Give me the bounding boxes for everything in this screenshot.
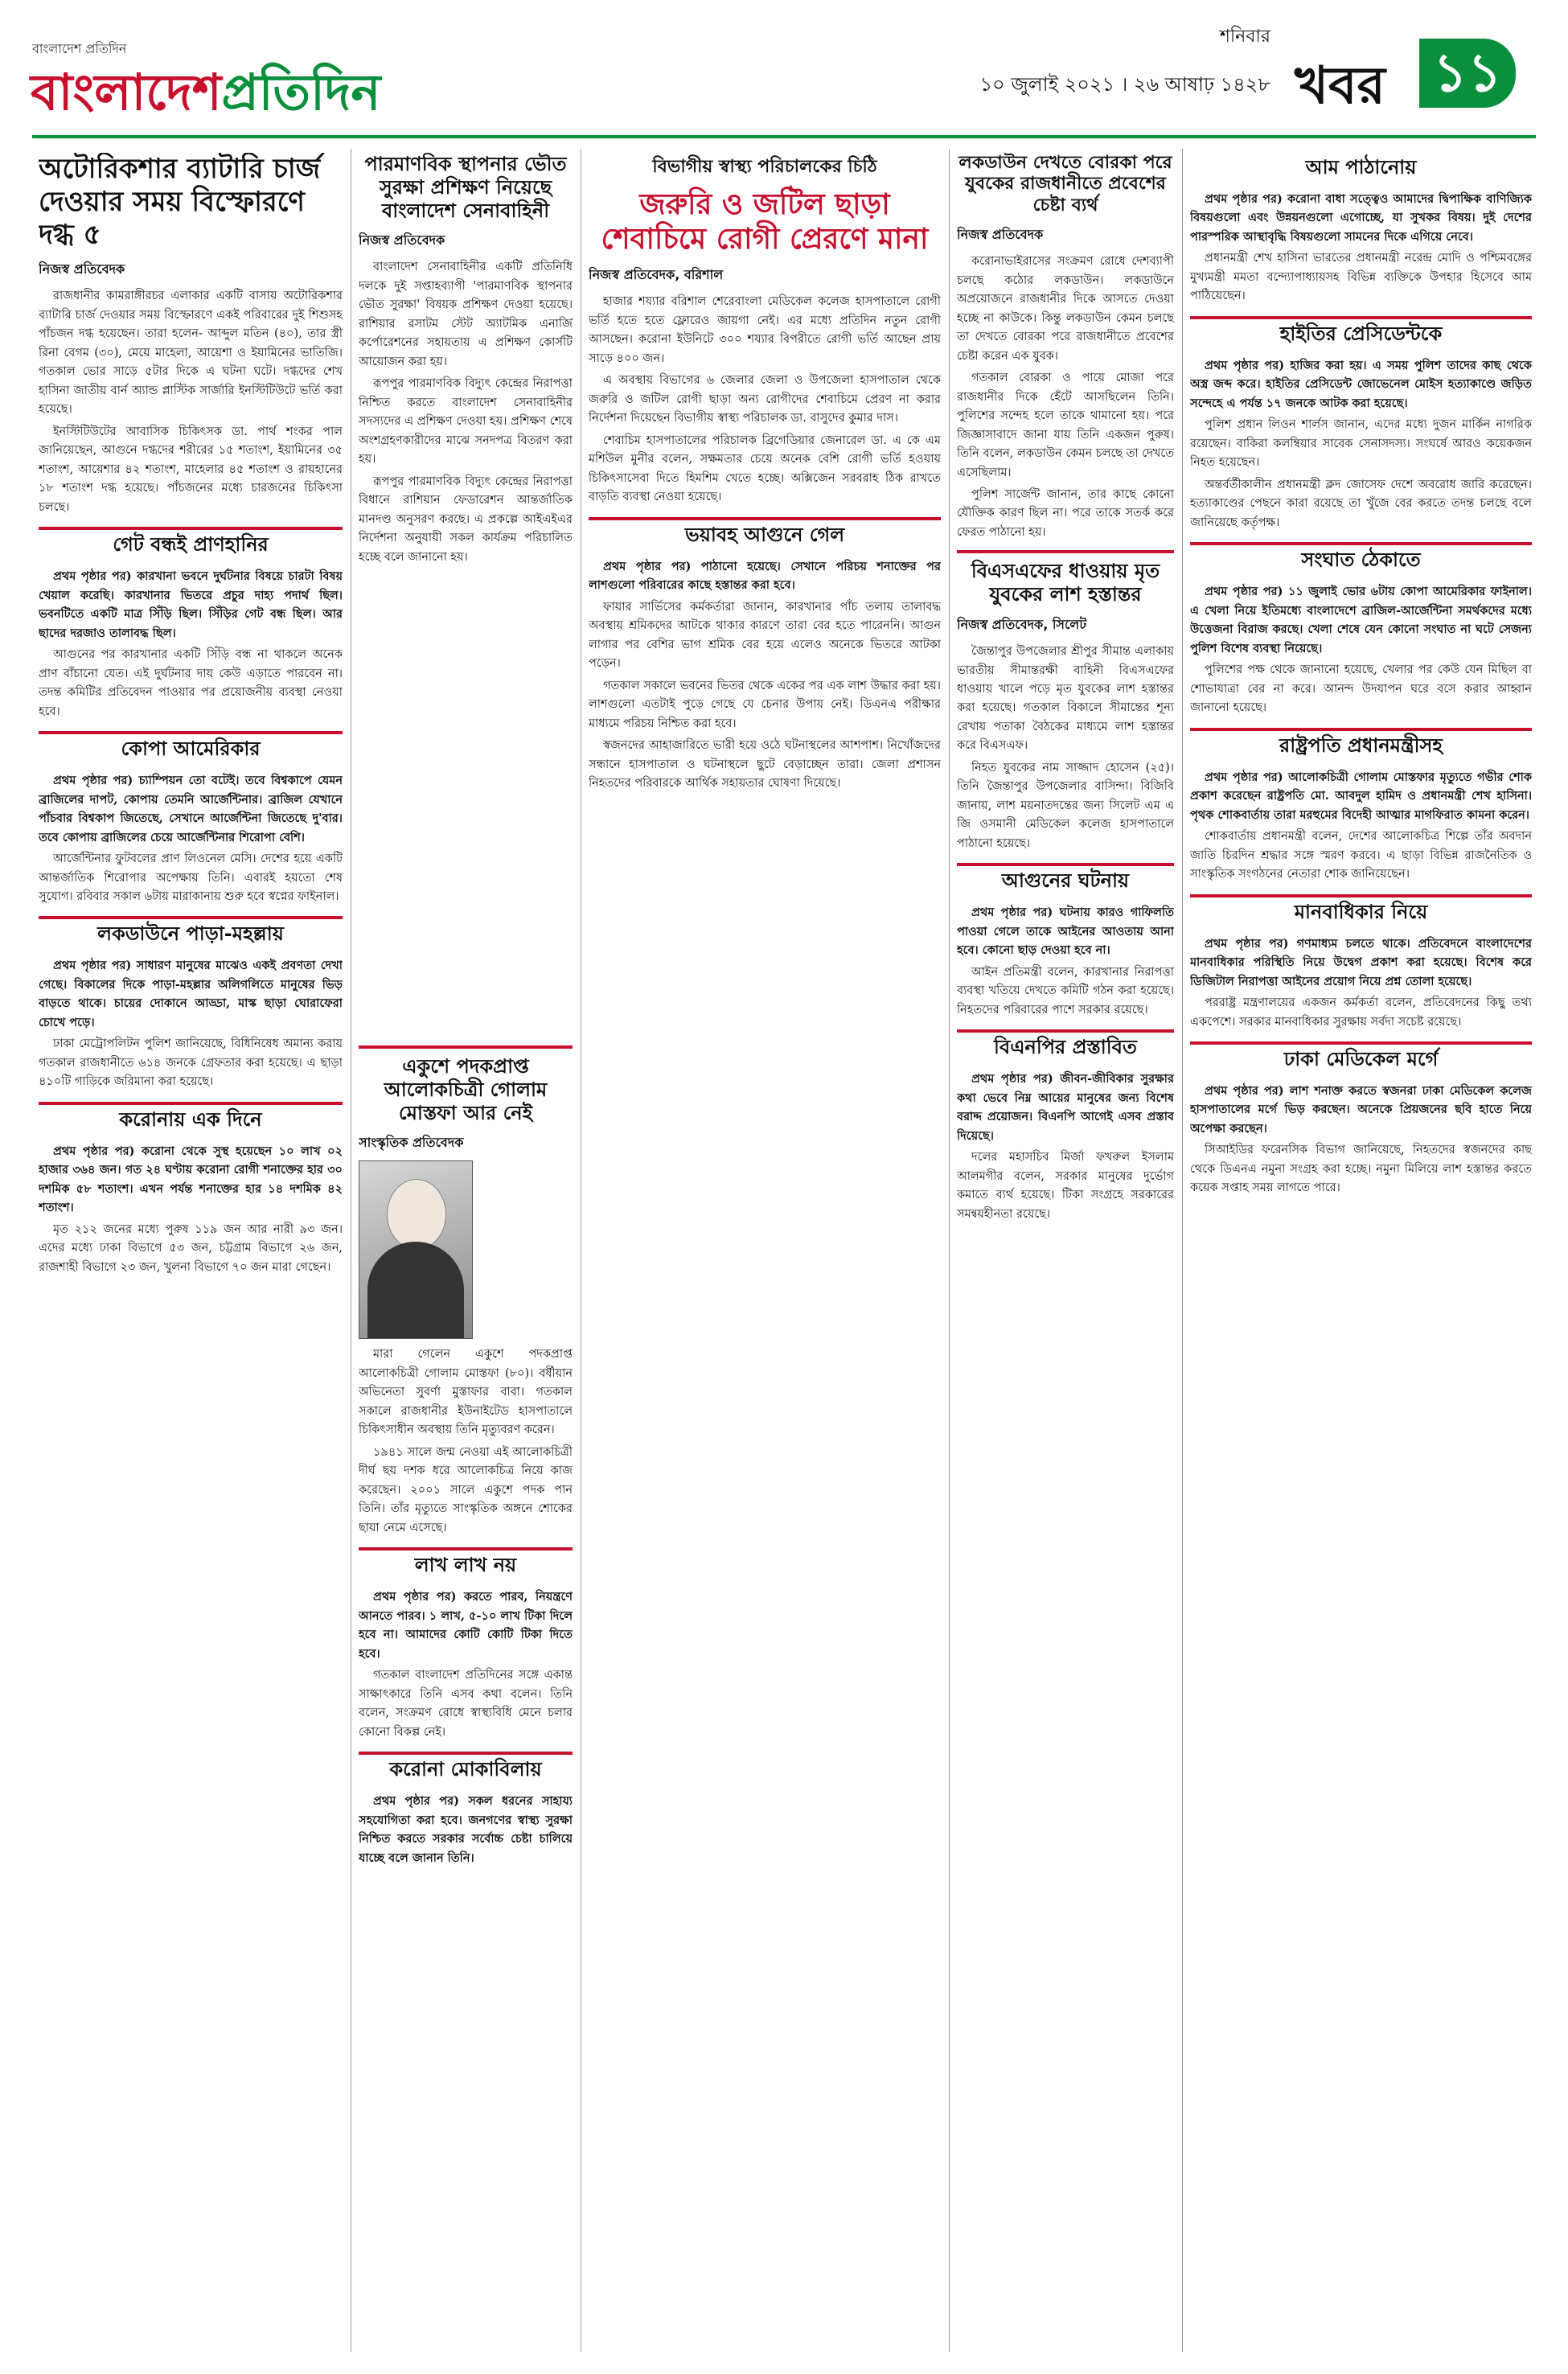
continuation-body [957, 1070, 1174, 1224]
story-byline: সাংস্কৃতিক প্রতিবেদক [359, 1135, 464, 1151]
story-headline[interactable]: লকডাউন দেখতে বোরকা পরে যুবকের রাজধানীতে প্রবেশের চেষ্টা ব্যর্থ [958, 153, 1172, 216]
continuation-body [589, 557, 941, 794]
continuation-heading[interactable]: মানবাধিকার নিয়ে [1190, 894, 1532, 930]
continuation-heading[interactable]: আগুনের ঘটনায় [957, 863, 1174, 898]
paragraph: প্রথম পৃষ্ঠার পর) করোনা বাধা সত্ত্বেও আমাদের দ্বিপাক্ষিক বাণিজ্যিক বিষয়গুলো এবং উন্নয়নগুলো এগোচ্ছে, যা সুখকর বিষয়। দুই দেশের পারস্পরিক আস্থাবৃদ্ধি বিষয়গুলো সামনের দিকে এগিয়ে নেবে। [1190, 192, 1532, 244]
story-body [39, 287, 343, 517]
story-body [589, 293, 941, 507]
paragraph: গতকাল বোরকা ও পায়ে মোজা পরে রাজধানীর দিকে হেঁটে আসছিলেন তিনি। পুলিশের সন্দেহ হলে তাকে থামানো হয়। পরে জিজ্ঞাসাবাদে জানা যায় তিনি একজন পুরুষ। তিনি বলেন, লকডাউন কেমন চলছে তা দেখতে এসেছিলাম। [957, 372, 1174, 479]
continuation-heading[interactable]: সংঘাত ঠেকাতে [1190, 542, 1532, 577]
continuation-body [1190, 356, 1532, 532]
continuation-heading[interactable]: বিএনপির প্রস্তাবিত [957, 1029, 1174, 1065]
continuation-body [1190, 768, 1532, 885]
story-headline[interactable]: পারমাণবিক স্থাপনার ভৌত সুরক্ষা প্রশিক্ষণ নিয়েছে বাংলাদেশ সেনাবাহিনী [364, 153, 567, 222]
continuation-heading[interactable]: ভয়াবহ আগুনে গেল [589, 517, 941, 552]
paragraph: ফায়ার সার্ভিসের কর্মকর্তারা জানান, কারখানার পাঁচ তলায় তালাবদ্ধ অবস্থায় শ্রমিকদের আটকে থাকার কারণে তারা বের হতে পারেননি। আগুন লাগার পর বেশির ভাগ শ্রমিক বের হয়ে এলেও অনেকে ভিতরে আটকা পড়েন। [589, 600, 941, 671]
paragraph: আর্জেন্টিনার ফুটবলের প্রাণ লিওনেল মেসি। দেশের হয়ে একটি আন্তর্জাতিক শিরোপার অপেক্ষায় তিনি। এবারই হয়তো শেষ সুযোগ। রবিবার সকাল ৬টায় মারাকানায় শুরু হবে স্বপ্নের ফাইনাল। [39, 852, 343, 903]
paragraph: প্রথম পৃষ্ঠার পর) করতে পারব, নিয়ন্ত্রণে আনতে পারব। ১ লাখ, ৫-১০ লাখ টিকা দিলে হবে না। আমাদের কোটি কোটি টিকা দিতে হবে। [359, 1590, 573, 1661]
story-body [359, 1345, 573, 1538]
paragraph: প্রথম পৃষ্ঠার পর) সাধারণ মানুষের মাঝেও একই প্রবণতা দেখা গেছে। বিকালের দিকে পাড়া-মহল্লার অলিগলিতে মানুষের ভিড় বাড়তে থাকে। চায়ের দোকানে আড্ডা, মাস্ক ছাড়া ঘোরাফেরা চোখে পড়ে। [39, 959, 343, 1029]
paragraph: প্রথম পৃষ্ঠার পর) চ্যাম্পিয়ন তো বটেই। তবে বিশ্বকাপে যেমন ব্রাজিলের দাপট, কোপায় তেমনি আর্জেন্টিনার। ব্রাজিল যেখানে পাঁচবার বিশ্বকাপ জিতেছে, সেখানে আর্জেন্টিনা জিতেছে দু'বার। তবে কোপায় ব্রাজিলের চেয়ে আর্জেন্টিনার শিরোপা বেশি। [39, 774, 343, 844]
story-byline: নিজস্ব প্রতিবেদক, সিলেট [957, 617, 1087, 633]
paragraph: করোনাভাইরাসের সংক্রমণ রোধে দেশব্যাপী চলছে কঠোর লকডাউন। লকডাউনে অপ্রয়োজনে রাজধানীর দিকে আসতে দেওয়া হচ্ছে না কাউকে। কিন্তু লকডাউন কেমন চলছে তা দেখতে বোরকা পরে রাজধানীতে প্রবেশের চেষ্টা করেন এক যুবক। [957, 255, 1174, 363]
photo-slot [359, 1160, 573, 1345]
story-body [359, 258, 573, 567]
portrait-head-shape [387, 1179, 446, 1250]
story-byline: নিজস্ব প্রতিবেদক [39, 261, 125, 277]
paragraph: ১৯৪১ সালে জন্ম নেওয়া এই আলোকচিত্রী দীর্ঘ ছয় দশক ধরে আলোকচিত্র নিয়ে কাজ করেছেন। ২০০১ সালে একুশে পদক পান তিনি। তাঁর মৃত্যুতে সাংস্কৃতিক অঙ্গনে শোকের ছায়া নেমে এসেছে। [359, 1445, 573, 1534]
continuation-body [39, 771, 343, 906]
story-headline[interactable]: একুশে পদকপ্রাপ্ত আলোকচিত্রী গোলাম মোস্তফা আর নেই [384, 1055, 548, 1124]
logo-main-text: বাংলাদেশ [31, 63, 222, 121]
paragraph: প্রথম পৃষ্ঠার পর) লাশ শনাক্ত করতে স্বজনরা ঢাকা মেডিকেল কলেজ হাসপাতালের মর্গে ভিড় করছেন। অনেকে প্রিয়জনের ছবি হাতে নিয়ে অপেক্ষা করছেন। [1190, 1083, 1532, 1136]
paragraph: স্বজনদের আহাজারিতে ভারী হয়ে ওঠে ঘটনাস্থলের আশপাশ। নিখোঁজদের সন্ধানে হাসপাতাল ও ঘটনাস্থলে ছুটে বেড়াচ্ছেন তারা। জেলা প্রশাসন নিহতদের পরিবারকে আর্থিক সহায়তার ঘোষণা দিয়েছে। [589, 739, 941, 791]
paragraph: রূপপুর পারমাণবিক বিদ্যুৎ কেন্দ্রের নিরাপত্তা বিধানে রাশিয়ান ফেডারেশন আন্তর্জাতিক মানদণ্ড অনুসরণ করছে। এ প্রকল্পে আইএইএর নির্দেশনা অনুযায়ী সকল কার্যক্রম পরিচালিত হচ্ছে বলে জানানো হয়। [359, 474, 573, 564]
continuation-body [1190, 1082, 1532, 1198]
story-barishal-hospital [589, 153, 941, 2356]
paragraph: প্রথম পৃষ্ঠার পর) গণমাধ্যম চলতে থাকে। প্রতিবেদনে বাংলাদেশের মানবাধিকার পরিস্থিতি নিয়ে উদ্বেগ প্রকাশ করা হয়েছে। বিশেষ করে ডিজিটাল নিরাপত্তা আইনের প্রয়োগ নিয়ে প্রশ্ন তোলা হয়েছে। [1190, 936, 1532, 988]
story-byline: নিজস্ব প্রতিবেদক [957, 227, 1044, 243]
paragraph: জৈন্তাপুর উপজেলার শ্রীপুর সীমান্ত এলাকায় ভারতীয় সীমান্তরক্ষী বাহিনী বিএসএফের ধাওয়ায় খালে পড়ে মৃত যুবকের লাশ হস্তান্তর করা হয়েছে। গতকাল বিকালে সীমান্তের শূন্য রেখায় পতাকা বৈঠকের মাধ্যমে লাশ হস্তান্তর করে বিএসএফ। [957, 645, 1174, 753]
paragraph: প্রথম পৃষ্ঠার পর) আলোকচিত্রী গোলাম মোস্তফার মৃত্যুতে গভীর শোক প্রকাশ করেছেন রাষ্ট্রপতি মো. আবদুল হামিদ ও প্রধানমন্ত্রী শেখ হাসিনা। পৃথক শোকবার্তায় তারা মরহুমের বিদেহী আত্মার মাগফিরাত কামনা করেন। [1190, 770, 1532, 822]
continuation-heading[interactable]: করোনা মোকাবিলায় [359, 1752, 573, 1787]
continuation-body [39, 956, 343, 1091]
continuation-body [1190, 190, 1532, 306]
publication-date: ১০ জুলাই ২০২১ । ২৬ আষাঢ় ১৪২৮ [979, 73, 1270, 96]
continuation-heading[interactable]: লাখ লাখ নয় [359, 1547, 573, 1583]
paragraph: অন্তর্বর্তীকালীন প্রধানমন্ত্রী ক্লদ জোসেফ দেশে অবরোধ জারি করেছেন। হত্যাকাণ্ডের পেছনে কারা রয়েছে তা খুঁজে বের করতে তদন্ত চলছে বলে জানিয়েছে কর্তৃপক্ষ। [1190, 478, 1532, 529]
paragraph: প্রধানমন্ত্রী শেখ হাসিনা ভারতের প্রধানমন্ত্রী নরেন্দ্র মোদি ও পশ্চিমবঙ্গের মুখ্যমন্ত্রী মমতা বন্দ্যোপাধ্যায়সহ বিভিন্ন ব্যক্তিকে উপহার হিসেবে আম পাঠিয়েছেন। [1190, 252, 1532, 303]
paragraph: প্রথম পৃষ্ঠার পর) পাঠানো হয়েছে। সেখানে পরিচয় শনাক্তের পর লাশগুলো পরিবারের কাছে হস্তান্তর করা হবে। [589, 559, 941, 593]
newspaper-logo[interactable] [31, 55, 380, 138]
paragraph: মারা গেলেন একুশে পদকপ্রাপ্ত আলোকচিত্রী গোলাম মোস্তফা (৮০)। বর্ষীয়ান অভিনেতা সুবর্ণা মুস্তাফার বাবা। গতকাল সকালে রাজধানীর ইউনাইটেড হাসপাতালে চিকিৎসাধীন অবস্থায় তিনি মৃত্যুবরণ করেন। [359, 1348, 573, 1437]
continuation-body [1190, 582, 1532, 717]
story-byline: নিজস্ব প্রতিবেদক [359, 232, 445, 248]
continuation-heading[interactable]: হাইতির প্রেসিডেন্টকে [1190, 316, 1532, 351]
paragraph: ঢাকা মেট্রোপলিটন পুলিশ জানিয়েছে, বিধিনিষেধ অমান্য করায় গতকাল রাজধানীতে ৬১৪ জনকে গ্রেফতার করা হয়েছে। এ ছাড়া ৪১০টি গাড়িকে জরিমানা করা হয়েছে। [39, 1037, 343, 1089]
paragraph: প্রথম পৃষ্ঠার পর) কারখানা ভবনে দুর্ঘটনার বিষয়ে চারটা বিষয় খেয়াল করেছি। কারখানার ভিতরে প্রচুর দাহ্য পদার্থ ছিল। ভবনটিতে একটি মাত্র সিঁড়ি ছিল। সিঁড়ির গেট বন্ধ ছিল। আর ছাদের দরজাও তালাবদ্ধ ছিল। [39, 569, 343, 640]
paragraph: রূপপুর পারমাণবিক বিদ্যুৎ কেন্দ্রের নিরাপত্তা নিশ্চিত করতে বাংলাদেশ সেনাবাহিনীর সদস্যদের এ প্রশিক্ষণ দেওয়া হয়। প্রশিক্ষণ শেষে অংশগ্রহণকারীদের মাঝে সনদপত্র বিতরণ করা হয়। [359, 377, 573, 466]
paragraph: প্রথম পৃষ্ঠার পর) হাজির করা হয়। এ সময় পুলিশ তাদের কাছ থেকে অস্ত্র জব্দ করে। হাইতির প্রেসিডেন্ট জোভেনেল মোইস হত্যাকাণ্ডে জড়িত সন্দেহে এ পর্যন্ত ১৭ জনকে আটক করা হয়েছে। [1190, 358, 1532, 410]
continuation-body [39, 1142, 343, 1277]
paragraph: দলের মহাসচিব মির্জা ফখরুল ইসলাম আলমগীর বলেন, সরকার মানুষের দুর্ভোগ কমাতে ব্যর্থ হয়েছে। টিকা সংগ্রহে সরকারের সমন্বয়হীনতা রয়েছে। [957, 1151, 1174, 1221]
paragraph: পুলিশ প্রধান লিওন শার্লস জানান, এদের মধ্যে দুজন মার্কিন নাগরিক রয়েছেন। বাকিরা কলম্বিয়ার সাবেক সেনাসদস্য। সংঘর্ষে আরও কয়েকজন নিহত হয়েছেন। [1190, 418, 1532, 470]
section-title: খবর [1295, 56, 1385, 116]
paragraph: নিহত যুবকের নাম সাজ্জাদ হোসেন (২৫)। তিনি জৈন্তাপুর উপজেলার বাসিন্দা। বিজিবি জানায়, লাশ ময়নাতদন্তের জন্য সিলেট এম এ জি ওসমানী মেডিকেল কলেজ হাসপাতালে পাঠানো হয়েছে। [957, 761, 1174, 850]
continuation-body [957, 903, 1174, 1020]
portrait-photo [359, 1160, 473, 1339]
paragraph: পররাষ্ট্র মন্ত্রণালয়ের একজন কর্মকর্তা বলেন, প্রতিবেদনের কিছু তথ্য একপেশে। সরকার মানবাধিকার সুরক্ষায় সর্বদা সচেষ্ট রয়েছে। [1190, 996, 1532, 1029]
story-headline[interactable]: জরুরি ও জটিল ছাড়া শেবাচিমে রোগী প্রেরণে মানা [601, 188, 929, 257]
paragraph: ইনস্টিটিউটের আবাসিক চিকিৎসক ডা. পার্থ শংকর পাল জানিয়েছেন, আগুনে দগ্ধদের শরীরের ১৫ শতাংশ, ইয়ামিনের ৩৫ শতাংশ, আয়েশার ৪২ শতাংশ, মাহেলার ৪৫ শতাংশ ও রায়হানের ১৮ শতাংশ দগ্ধ হয়েছে। পাঁচজনের মধ্যে চারজনের চিকিৎসা চলছে। [39, 425, 343, 514]
story-byline: নিজস্ব প্রতিবেদক, বরিশাল [589, 267, 724, 283]
continuation-heading[interactable]: গেট বন্ধই প্রাণহানির [39, 527, 343, 562]
story-obituary [359, 1045, 573, 2366]
paragraph: পুলিশ সার্জেন্ট জানান, তার কাছে কোনো যৌক্তিক কারণ ছিল না। পরে তাকে সতর্ক করে ফেরত পাঠানো হয়। [957, 487, 1174, 539]
continuation-heading[interactable]: করোনায় এক দিনে [39, 1102, 343, 1137]
continuation-heading[interactable]: কোপা আমেরিকার [39, 731, 343, 766]
continuation-body [39, 567, 343, 721]
continuation-heading[interactable]: রাষ্ট্রপতি প্রধানমন্ত্রীসহ [1190, 728, 1532, 763]
paragraph: বাংলাদেশ সেনাবাহিনীর একটি প্রতিনিধি দলকে দুই সপ্তাহব্যাপী 'পারমাণবিক স্থাপনার ভৌত সুরক্ষা' বিষয়ক প্রশিক্ষণ দেওয়া হয়েছে। রাশিয়ার রসাটম স্টেট অ্যাটমিক এনার্জি কর্পোরেশনের সহায়তায় এ প্রশিক্ষণ কোর্সটি আয়োজন করা হয়। [359, 261, 573, 368]
continuation-body [1190, 934, 1532, 1032]
paragraph: প্রথম পৃষ্ঠার পর) করোনা থেকে সুস্থ হয়েছেন ১০ লাখ ০২ হাজার ৩৬৪ জন। গত ২৪ ঘণ্টায় করোনা রোগী শনাক্তের হার ৩০ দশমিক ৫৮ শতাংশ। এখন পর্যন্ত শনাক্তের হার ১৪ দশমিক ৪২ শতাংশ। [39, 1144, 343, 1215]
page-number-badge: ১১ [1419, 39, 1516, 108]
paragraph: মৃত ২১২ জনের মধ্যে পুরুষ ১১৯ জন আর নারী ৯৩ জন। এদের মধ্যে ঢাকা বিভাগে ৫৩ জন, চট্টগ্রাম বিভাগে ২৬ জন, রাজশাহী বিভাগে ২৩ জন, খুলনা বিভাগে ৭০ জন মারা গেছেন। [39, 1222, 343, 1274]
logo-tagline: বাংলাদেশ প্রতিদিন [32, 41, 127, 56]
story-kicker: বিভাগীয় স্বাস্থ্য পরিচালকের চিঠি [652, 157, 877, 177]
paragraph: পুলিশের পক্ষ থেকে জানানো হয়েছে, খেলার পর কেউ যেন মিছিল বা শোভাযাত্রা বের না করে। আনন্দ উদযাপন ঘরে বসে করার আহ্বান জানানো হয়েছে। [1190, 663, 1532, 715]
paragraph: এ অবস্থায় বিভাগের ৬ জেলার জেলা ও উপজেলা হাসপাতাল থেকে জরুরি ও জটিল রোগী ছাড়া অন্য রোগীদের শেবাচিমে প্রেরণ না করার নির্দেশনা দিয়েছেন বিভাগীয় স্বাস্থ্য পরিচালক ডা. বাসুদেব কুমার দাস। [589, 374, 941, 425]
paragraph: আগুনের পর কারখানার একটি সিঁড়ি বন্ধ না থাকলে অনেক প্রাণ বাঁচানো যেত। এই দুর্ঘটনার দায় কেউ এড়াতে পারবেন না। তদন্ত কমিটির প্রতিবেদন পাওয়ার পর প্রয়োজনীয় ব্যবস্থা নেওয়া হবে। [39, 648, 343, 718]
story-body [957, 253, 1174, 542]
portrait-body-shape [367, 1242, 464, 1338]
paragraph: প্রথম পৃষ্ঠার পর) ঘটনায় কারও গাফিলতি পাওয়া গেলে তাকে আইনের আওতায় আনা হবে। কোনো ছাড় দেওয়া হবে না। [957, 906, 1174, 958]
paragraph: শোকবার্তায় প্রধানমন্ত্রী বলেন, দেশের আলোকচিত্র শিল্পে তাঁর অবদান জাতি চিরদিন শ্রদ্ধার সঙ্গে স্মরণ করবে। এ ছাড়া বিভিন্ন রাজনৈতিক ও সাংস্কৃতিক সংগঠনের নেতারা শোক জানিয়েছেন। [1190, 830, 1532, 881]
paragraph: আইন প্রতিমন্ত্রী বলেন, কারখানার নিরাপত্তা ব্যবস্থা খতিয়ে দেখতে কমিটি গঠন করা হয়েছে। নিহতদের পরিবারের পাশে সরকার রয়েছে। [957, 965, 1174, 1017]
paragraph: প্রথম পৃষ্ঠার পর) জীবন-জীবিকার সুরক্ষার কথা ভেবে নিম্ন আয়ের মানুষের জন্য বিশেষ বরাদ্দ প্রয়োজন। বিএনপি আগেই এসব প্রস্তাব দিয়েছে। [957, 1072, 1174, 1143]
continuation-heading[interactable]: ঢাকা মেডিকেল মর্গে [1190, 1041, 1532, 1077]
story-body [957, 643, 1174, 853]
paragraph: শেবাচিম হাসপাতালের পরিচালক ব্রিগেডিয়ার জেনারেল ডা. এ কে এম মশিউল মুনীর বলেন, সক্ষমতার চেয়ে অনেক বেশি রোগী ভর্তি হওয়ায় চিকিৎসাসেবা দিতে হিমশিম খেতে হচ্ছে। অক্সিজেন সরবরাহ ঠিক রাখতে বাড়তি ব্যবস্থা নেওয়া হয়েছে। [589, 433, 941, 504]
continuation-heading[interactable]: লকডাউনে পাড়া-মহল্লায় [39, 916, 343, 951]
logo-accent-text: প্রতিদিন [221, 63, 381, 121]
continuations-column [1190, 153, 1532, 2356]
continuation-heading[interactable]: আম পাঠানোয় [1305, 156, 1417, 179]
paragraph: হাজার শয্যার বরিশাল শেরেবাংলা মেডিকেল কলেজ হাসপাতালে রোগী ভর্তি হতে হতে ফ্লোরেও জায়গা নেই। এর মধ্যে প্রতিদিন নতুন রোগী আসছেন। করোনা ইউনিটে ৩০০ শয্যার বিপরীতে রোগী ভর্তি আছেন প্রায় সাড়ে ৪০০ জন। [589, 295, 941, 365]
story-headline[interactable]: বিএসএফের ধাওয়ায় মৃত যুবকের লাশ হস্তান্তর [957, 550, 1174, 606]
masthead-divider [32, 135, 1536, 138]
paragraph: রাজধানীর কামরাঙ্গীরচর এলাকার একটি বাসায় অটোরিকশার ব্যাটারি চার্জ দেওয়ার সময় বিস্ফোরণে একই পরিবারের দুই শিশুসহ পাঁচজন দগ্ধ হয়েছেন। তারা হলেন- আব্দুল মতিন (৪০), তার স্ত্রী রিনা বেগম (৩০), মেয়ে মাহেলা, আয়েশা ও ইয়ামিনের ভাতিজি। গতকাল ভোর সাড়ে ৫টার দিকে এ ঘটনা ঘটে। দগ্ধদের শেখ হাসিনা জাতীয় বার্ন অ্যান্ড প্লাস্টিক সার্জারি ইনস্টিটিউটে ভর্তি করা হয়েছে। [39, 290, 343, 417]
publication-day: শনিবার [1219, 27, 1270, 47]
column-divider [1182, 149, 1183, 2352]
continuation-body [359, 1587, 573, 1742]
dateline [917, 23, 1270, 102]
paragraph: প্রথম পৃষ্ঠার পর) ১১ জুলাই ভোর ৬টায় কোপা আমেরিকার ফাইনাল। এ খেলা নিয়ে ইতিমধ্যে বাংলাদেশে ব্রাজিল-আর্জেন্টিনা সমর্থকদের মধ্যে উত্তেজনা বিরাজ করছে। খেলা শেষে যেন কোনো সংঘাত না ঘটে সেজন্য পুলিশ বিশেষ ব্যবস্থা নিয়েছে। [1190, 585, 1532, 655]
paragraph: প্রথম পৃষ্ঠার পর) সকল ধরনের সাহায্য সহযোগিতা করা হবে। জনগণের স্বাস্থ্য সুরক্ষা নিশ্চিত করতে সরকার সর্বোচ্চ চেষ্টা চালিয়ে যাচ্ছে বলে জানান তিনি। [359, 1794, 573, 1865]
paragraph: গতকাল বাংলাদেশ প্রতিদিনের সঙ্গে একান্ত সাক্ষাৎকারে তিনি এসব কথা বলেন। তিনি বলেন, সংক্রমণ রোধে স্বাস্থ্যবিধি মেনে চলার কোনো বিকল্প নেই। [359, 1669, 573, 1739]
story-army-training [359, 153, 573, 1037]
story-auto-battery [39, 153, 343, 2356]
paragraph: সিআইডির ফরেনসিক বিভাগ জানিয়েছে, নিহতদের স্বজনদের কাছ থেকে ডিএনএ নমুনা সংগ্রহ করা হচ্ছে। নমুনা মিলিয়ে লাশ হস্তান্তর করতে কয়েক সপ্তাহ সময় লাগতে পারে। [1190, 1144, 1532, 1195]
continuation-body [359, 1792, 573, 1867]
story-headline[interactable]: অটোরিকশার ব্যাটারি চার্জ দেওয়ার সময় বিস্ফোরণে দগ্ধ ৫ [39, 153, 321, 251]
column-divider [949, 149, 950, 2352]
paragraph: গতকাল সকালে ভবনের ভিতর থেকে একের পর এক লাশ উদ্ধার করা হয়। লাশগুলো এতটাই পুড়ে গেছে যে চেনার উপায় নেই। ডিএনএ পরীক্ষার মাধ্যমে পরিচয় নিশ্চিত করা হবে। [589, 679, 941, 730]
story-lockdown-borka [957, 153, 1174, 2356]
